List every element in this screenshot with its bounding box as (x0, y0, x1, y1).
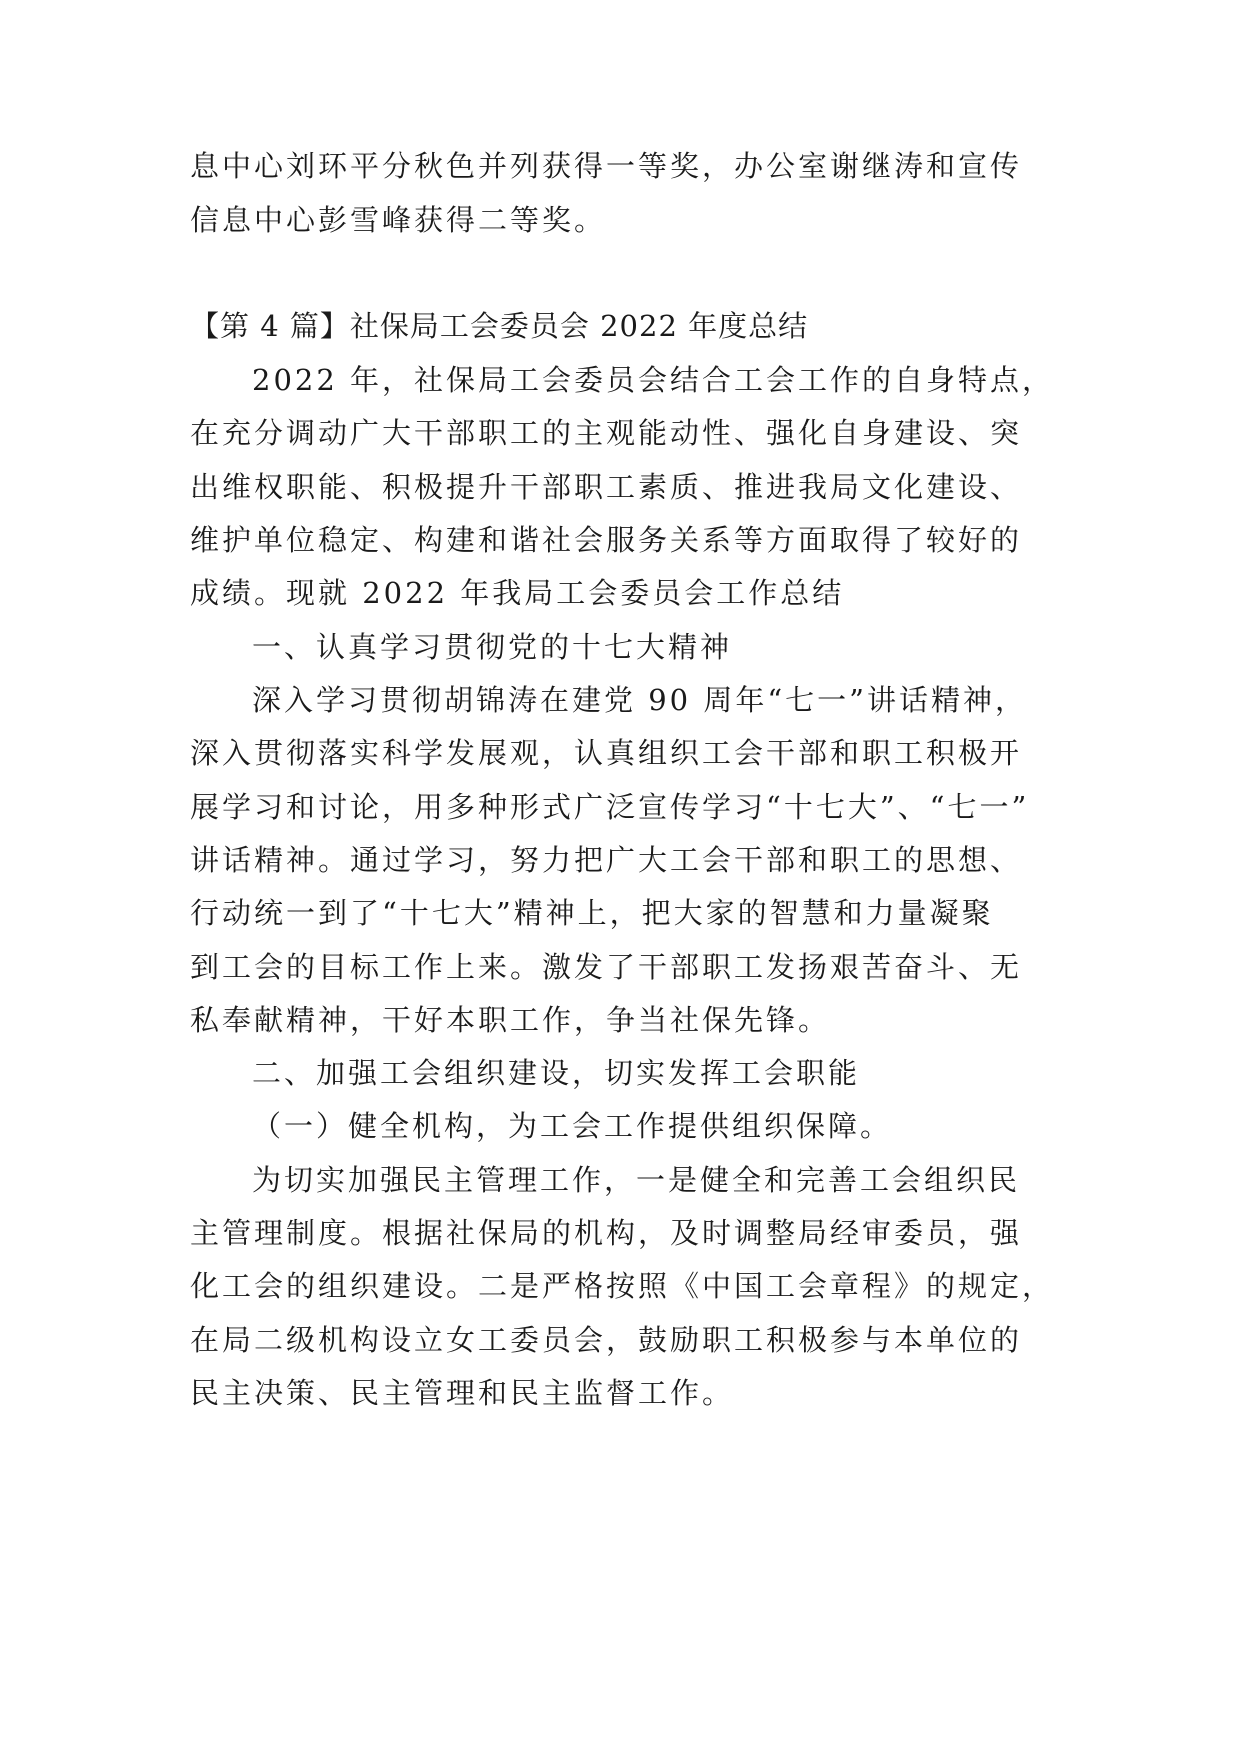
intro-line: 息中心刘环平分秋色并列获得一等奖，办公室谢继涛和宣传 (190, 149, 1023, 183)
paragraph-line: 成绩。现就 2022 年我局工会委员会工作总结 (190, 576, 845, 610)
paragraph-line: 为切实加强民主管理工作，一是健全和完善工会组织民 (252, 1163, 1021, 1197)
paragraph-line: 私奉献精神，干好本职工作，争当社保先锋。 (190, 1003, 831, 1037)
paragraph-line: 维护单位稳定、构建和谐社会服务关系等方面取得了较好的 (190, 523, 1023, 557)
article-heading: 【第 4 篇】社保局工会委员会 2022 年度总结 (190, 309, 809, 343)
intro-line: 信息中心彭雪峰获得二等奖。 (190, 203, 607, 237)
paragraph-line: 2022 年，社保局工会委员会结合工会工作的自身特点， (252, 363, 1055, 397)
paragraph-line: 行动统一到了“十七大”精神上，把大家的智慧和力量凝聚 (190, 896, 994, 930)
paragraph-line: 展学习和讨论，用多种形式广泛宣传学习“十七大”、“七一” (190, 790, 1030, 824)
paragraph-line: 在局二级机构设立女工委员会，鼓励职工积极参与本单位的 (190, 1323, 1023, 1357)
section-heading: 一、认真学习贯彻党的十七大精神 (252, 630, 733, 664)
paragraph-line: 主管理制度。根据社保局的机构，及时调整局经审委员，强 (190, 1216, 1023, 1250)
paragraph-line: 在充分调动广大干部职工的主观能动性、强化自身建设、突 (190, 416, 1023, 450)
subsection-heading: （一）健全机构，为工会工作提供组织保障。 (252, 1109, 893, 1143)
paragraph-line: 到工会的目标工作上来。激发了干部职工发扬艰苦奋斗、无 (190, 950, 1023, 984)
paragraph-line: 讲话精神。通过学习，努力把广大工会干部和职工的思想、 (190, 843, 1023, 877)
paragraph-line: 化工会的组织建设。二是严格按照《中国工会章程》的规定， (190, 1269, 1055, 1303)
paragraph-line: 民主决策、民主管理和民主监督工作。 (190, 1376, 735, 1410)
section-heading: 二、加强工会组织建设，切实发挥工会职能 (252, 1056, 861, 1090)
paragraph-line: 深入学习贯彻胡锦涛在建党 90 周年“七一”讲话精神， (252, 683, 1027, 717)
paragraph-line: 深入贯彻落实科学发展观，认真组织工会干部和职工积极开 (190, 736, 1023, 770)
paragraph-line: 出维权职能、积极提升干部职工素质、推进我局文化建设、 (190, 470, 1023, 504)
